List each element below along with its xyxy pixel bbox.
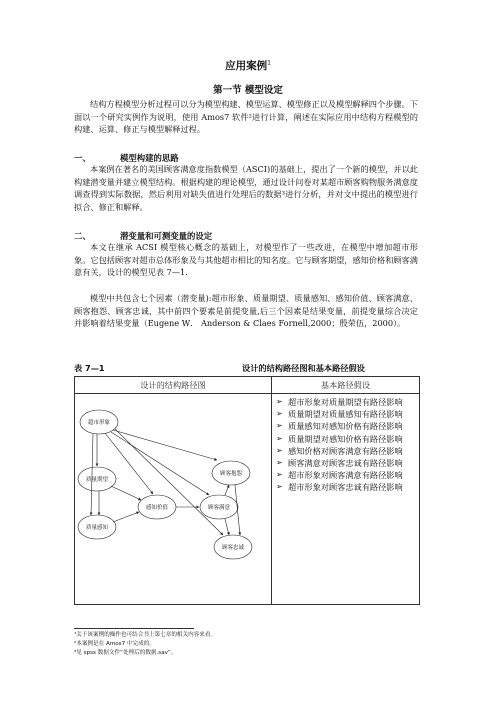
hypothesis-item: ➢ 顾客满意对顾客忠诚有路径影响 (276, 458, 403, 469)
table-header-diagram: 设计的结构路径图 (75, 377, 272, 394)
arrow-bullet-icon: ➢ (276, 470, 283, 480)
hypotheses-list (272, 394, 419, 496)
table-caption: 表 7—1 设计的结构路径图和基本路径假设 (74, 363, 365, 373)
footnote-2: ²本案例是在 Amos7 中完成的。 (74, 641, 155, 647)
hypothesis-item: ➢ 质量期望对质量感知有路径影响 (276, 409, 403, 420)
arrow-bullet-icon: ➢ (276, 482, 283, 492)
heading-2: 二、 潜变量和可测变量的设定 (74, 231, 213, 241)
footnote-3: ³见 spss 数据文件“处理后的数据.sav”。 (74, 650, 177, 656)
section2-paragraph-1: 本文在继承 ACSI 模型核心概念的基础上，对模型作了一些改进，在模型中增加超市形象。它包括顾客对超市总体形象及与其他超市相比的知名度。它与顾客期望，感知价格和顾客满意有关，设计的模型见表 7—1. (74, 242, 418, 278)
hypothesis-item: ➢ 质量感知对感知价格有路径影响 (276, 421, 403, 432)
footnote-divider (74, 628, 194, 629)
hypothesis-item: ➢ 质量期望对感知价格有路径影响 (276, 433, 403, 444)
hypothesis-item: ➢ 超市形象对顾客忠诚有路径影响 (276, 482, 403, 493)
page-title: 应用案例$^1$ (225, 59, 271, 72)
hypothesis-item: ➢ 超市形象对质量期望有路径影响 (276, 397, 403, 407)
arrow-bullet-icon: ➢ (276, 445, 283, 455)
arrow-bullet-icon: ➢ (276, 421, 283, 431)
node-image-label: 超市形象 (87, 420, 110, 426)
node-quality-label: 质量感知 (85, 525, 108, 531)
section2-paragraph-2: 模型中共包含七个因素（潜变量):超市形象、质量期望、质量感知、感知价值、顾客满意、顾客抱怨、顾客忠诚，其中前四个要素是前提变量,后三个因素是结果变量，前提变量综合决定并影响着结果变量（Eugene W． Anderson & Claes Fornell,2000；殷荣伍，2000）。 (74, 293, 418, 329)
intro-paragraph: 结构方程模型分析过程可以分为模型构建、模型运算、模型修正以及模型解释四个步骤。下面以一个研究实例作为说明，使用 Amos7 软件²进行计算，阐述在实际应用中结构方程模型的构建、运算、修正与模型解释过程。 (74, 99, 418, 135)
arrow-bullet-icon: ➢ (276, 409, 283, 419)
footnote-1: ¹关于该案例的操作也可结合书上第七章的相关内容来看。 (74, 632, 217, 638)
heading-1: 一、 模型构建的思路 (74, 153, 179, 163)
hypothesis-item: ➢ 超市形象对顾客满意有路径影响 (276, 470, 403, 481)
arrow-bullet-icon: ➢ (276, 397, 283, 406)
arrow-bullet-icon: ➢ (276, 458, 283, 468)
node-loyal-label: 顾客忠诚 (221, 545, 244, 551)
hypothesis-item: ➢ 感知价格对顾客满意有路径影响 (276, 445, 403, 456)
section1-paragraph: 本案例在著名的美国顾客满意度指数模型（ASCI)的基础上，提出了一个新的模型，并以此构建潜变量并建立模型结构。根据构建的理论模型，通过设计问卷对某超市顾客购物服务满意度调查得到实际数据，然后利用对缺失值进行处理后的数据³进行分析，并对文中提出的模型进行拟合、修正和解释。 (74, 164, 418, 212)
table-header-hypotheses: 基本路径假设 (272, 377, 420, 394)
node-complain-label: 顾客抱怨 (219, 471, 242, 477)
node-satisfy-label: 顾客满意 (207, 505, 230, 511)
hypotheses-cell (272, 394, 420, 605)
path-table (74, 376, 420, 605)
arrow-bullet-icon: ➢ (276, 433, 283, 443)
node-expect-label: 质量期望 (85, 477, 108, 483)
node-value-label: 感知价值 (145, 505, 168, 511)
path-diagram-cell (75, 394, 272, 605)
section-heading: 第一节 模型设定 (213, 85, 283, 96)
